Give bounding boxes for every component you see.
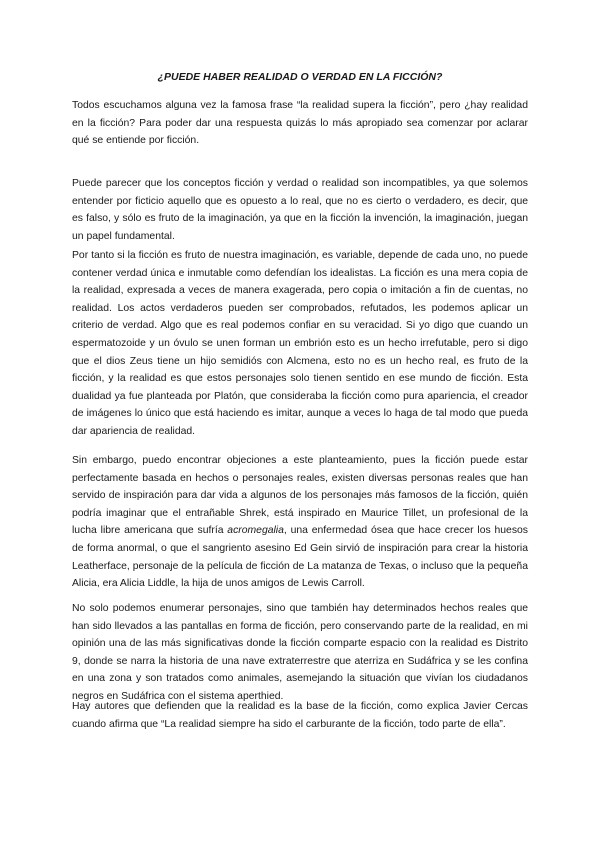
paragraph-authors: Hay autores que defienden que la realidad es la base de la ficción, como explica Javier Cercas cuando afirma que “La realidad siempre ha sido el carburante de la ficción, todo parte de ella”. <box>72 701 528 730</box>
paragraph-real-events: No solo podemos enumerar personajes, sino que también hay determinados hechos reales que han sido llevados a las pantallas en forma de ficción, pero conservando parte de la realidad, en mi opinión una de las más significativas donde la ficción comparte espacio con la realidad es Distrito 9, donde se narra la historia de una nave extraterrestre que aterriza en Sudáfrica y se les confina en una zona y son tratados como animales, asemejando la situación que vivían los ciudadanos negros en Sudáfrica con el sistema aperthied. <box>72 603 528 702</box>
page-title: ¿PUEDE HABER REALIDAD O VERDAD EN LA FICCIÓN? <box>157 71 443 83</box>
paragraph-fiction-vs-reality: Puede parecer que los conceptos ficción y verdad o realidad son incompatibles, ya que solemos entender por ficticio aquello que es opuesto a lo real, que no es cierto o verdadero, es decir, que es falso, y sólo es fruto de la imaginación, ya que en la ficción la invención, la imaginación, juegan un papel fundamental. <box>72 178 528 242</box>
italic-term: acromegalia <box>227 525 284 537</box>
paragraph-real-characters <box>72 452 528 593</box>
paragraph-imagination: Por tanto si la ficción es fruto de nuestra imaginación, es variable, depende de cada uno, no puede contener verdad única e inmutable como defendían los idealistas. La ficción es una mera copia de la realidad, expresada a veces de manera exagerada, pero copia o imitación a fin de cuentas, no realidad. Los actos verdaderos pueden ser comprobados, refutados, les podemos aplicar un criterio de verdad. Algo que es real podemos confiar en su veracidad. Si yo digo que cuando un espermatozoide y un óvulo se unen forman un embrión esto es un hecho irrefutable, pero si digo que el dios Zeus tiene un hijo semidiós con Alcmena, esto no es un hecho real, es fruto de la ficción, y la realidad es que estos personajes solo tienen sentido en ese mundo de ficción. Esta dualidad ya fue planteada por Platón, que consideraba la ficción como pura apariencia, el creador de imágenes lo único que está haciendo es imitar, aunque a veces lo haga de tal modo que pueda dar apariencia de realidad. <box>72 250 528 437</box>
paragraph-intro: Todos escuchamos alguna vez la famosa frase “la realidad supera la ficción”, pero ¿hay realidad en la ficción? Para poder dar una respuesta quizás lo más apropiado sea comenzar por aclarar qué se entiende por ficción. <box>72 100 528 147</box>
paragraph-text: , una enfermedad ósea que hace crecer los huesos de forma anormal, o que el sangriento asesino Ed Gein sirvió de inspiración para crear la historia Leatherface, personaje de la película de ficción de La matanza de Texas, o incluso que la pequeña Alicia, era Alicia Liddle, la hija de unos amigos de Lewis Carroll. <box>72 525 528 590</box>
paragraph-text: Sin embargo, puedo encontrar objeciones a este planteamiento, pues la ficción puede estar perfectamente basada en hechos o personajes reales, existen diversas personas reales que han servido de inspiración para dar vida a algunos de los personajes más famosos de la ficción, quién podría imaginar que el entrañable Shrek, está inspirado en Maurice Tillet, un profesional de la lucha libre americana que sufría <box>72 455 528 537</box>
